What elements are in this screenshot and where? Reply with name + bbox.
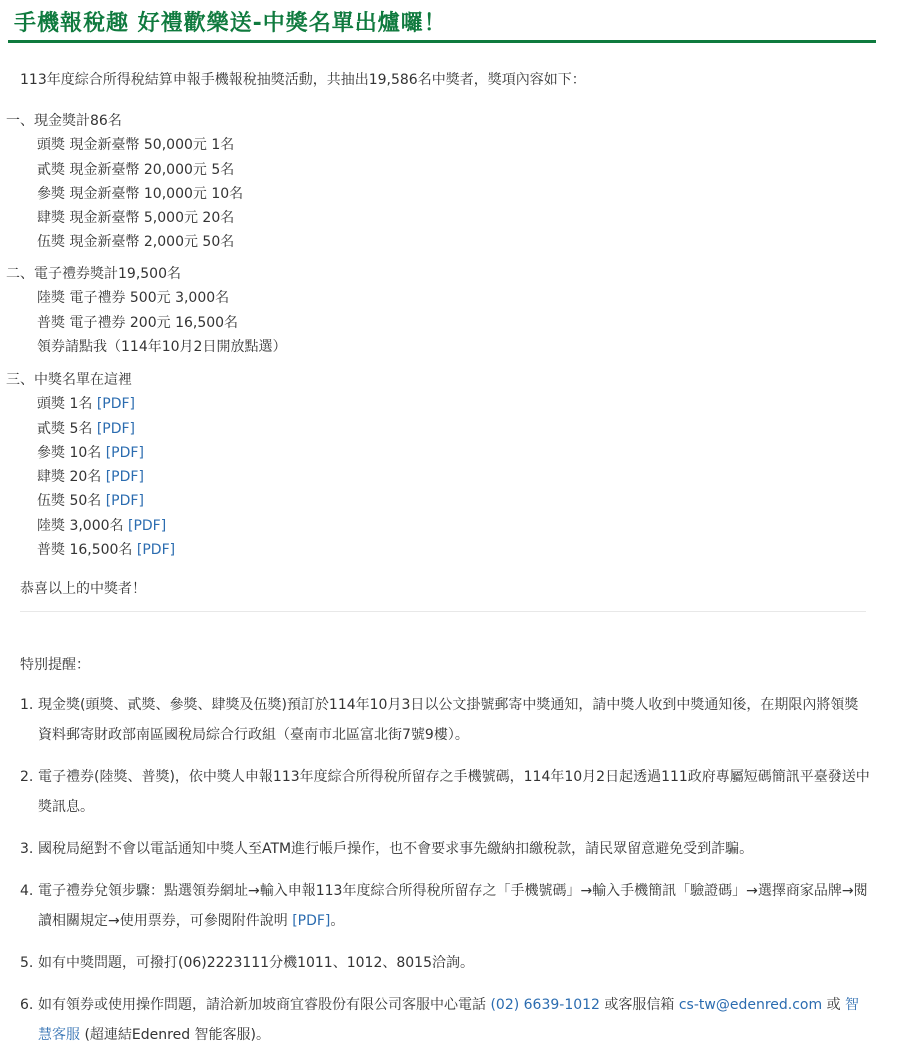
item-text-part: 如有領券或使用操作問題，請洽新加坡商宜睿股份有限公司客服中心電話 [38,997,491,1013]
prize-list [6,286,286,359]
item-text: 國稅局絕對不會以電話通知中獎人至ATM進行帳戶操作，也不會要求事先繳納扣繳稅款，請民眾留意避免受到詐騙。 [38,841,754,857]
item-text-part: 或 [822,997,846,1013]
list-item: 伍獎 現金新臺幣 2,000元 50名 [37,234,235,251]
winner-label: 肆獎 20名 [37,469,106,486]
congrats-text: 恭喜以上的中獎者！ [20,581,146,597]
winner-list [6,392,175,562]
list-item [37,441,175,465]
winner-label: 陸獎 3,000名 [37,517,128,534]
list-item [37,465,175,489]
list-item: 普獎 電子禮券 200元 16,500名 [37,314,239,331]
item-text [38,990,872,1050]
item-number: 5. [20,955,34,971]
list-item [37,392,175,416]
pdf-link[interactable]: [PDF] [105,444,144,461]
item-text-body: 電子禮券兌領步驟：點選領券網址→輸入申報113年度綜合所得稅所留存之「手機號碼」→輸入手機簡訊「驗證碼」→選擇商家品牌→閱讀相關規定→使用票券，可參閱附件說明 [38,883,868,929]
list-item [20,834,872,864]
section-heading: 三、中獎名單在這裡 [6,372,132,388]
item-text: 如有中獎問題，可撥打(06)2223111分機1011、1012、8015洽詢。 [38,955,474,971]
list-item [20,990,872,1050]
item-number: 3. [20,841,34,857]
pdf-link[interactable]: [PDF] [96,396,136,413]
section-heading: 二、電子禮券獎計19,500名 [6,266,181,282]
winner-label: 普獎 16,500名 [37,542,137,559]
list-item: 頭獎 現金新臺幣 50,000元 1名 [37,137,235,154]
section-cash-prizes [6,109,243,255]
title-bar [8,0,876,43]
list-item: 陸獎 電子禮券 500元 3,000名 [37,290,230,307]
smart-service-link[interactable]: 智慧客服 [38,997,860,1043]
section-heading: 一、現金獎計86名 [6,113,122,129]
item-text-tail: 。 [330,913,345,929]
attachment-pdf-link[interactable]: [PDF] [292,913,331,929]
intro-text: 113年度綜合所得稅結算申報手機報稅抽獎活動，共抽出19,586名中獎者，獎項內容如下： [20,72,586,88]
list-item [20,690,872,750]
page-title: 手機報稅趣 好禮歡樂送-中獎名單出爐囉！ [14,11,447,36]
list-item [37,489,175,513]
list-item [37,417,175,441]
item-text: 電子禮券(陸獎、普獎)，依中獎人申報113年度綜合所得稅所留存之手機號碼，114年10月2日起透過111政府專屬短碼簡訊平臺發送中獎訊息。 [38,769,870,815]
list-item: 參獎 現金新臺幣 10,000元 10名 [37,185,244,202]
item-number: 1. [20,697,34,713]
email-link[interactable]: cs-tw@edenred.com [678,997,823,1013]
reminder-list [20,690,872,1062]
list-item: 貳獎 現金新臺幣 20,000元 5名 [37,161,235,178]
item-number: 2. [20,769,34,785]
winner-label: 伍獎 50名 [37,493,106,510]
reminder-heading: 特別提醒： [20,657,90,673]
item-text-part: 或客服信箱 [599,997,679,1013]
pdf-link[interactable]: [PDF] [105,469,144,486]
winner-label: 貳獎 5名 [37,420,97,437]
item-number: 6. [20,997,34,1013]
prize-list [6,133,243,254]
claim-voucher-item[interactable]: 領券請點我（114年10月2日開放點選） [37,338,287,355]
list-item [20,948,872,978]
list-item [20,876,872,936]
winner-label: 頭獎 1名 [37,396,97,413]
item-text [38,876,872,936]
pdf-link[interactable]: [PDF] [105,493,144,510]
list-item [37,514,175,538]
item-text-part: (超連結Edenred 智能客服)。 [80,1027,270,1043]
list-item [37,538,175,562]
pdf-link[interactable]: [PDF] [127,517,167,534]
section-e-vouchers [6,262,286,359]
section-winner-list [6,368,175,562]
phone-link[interactable]: (02) 6639-1012 [490,997,600,1013]
item-text: 現金獎(頭獎、貳獎、參獎、肆獎及伍獎)預訂於114年10月3日以公文掛號郵寄中獎通知，請中獎人收到中獎通知後，在期限內將領獎資料郵寄財政部南區國稅局綜合行政組（臺南市北區富北街7號9樓）。 [38,697,859,743]
item-number: 4. [20,883,34,899]
list-item: 肆獎 現金新臺幣 5,000元 20名 [37,210,235,227]
pdf-link[interactable]: [PDF] [96,420,136,437]
pdf-link[interactable]: [PDF] [136,542,176,559]
divider [20,611,866,612]
winner-label: 參獎 10名 [37,444,106,461]
list-item [20,762,872,822]
